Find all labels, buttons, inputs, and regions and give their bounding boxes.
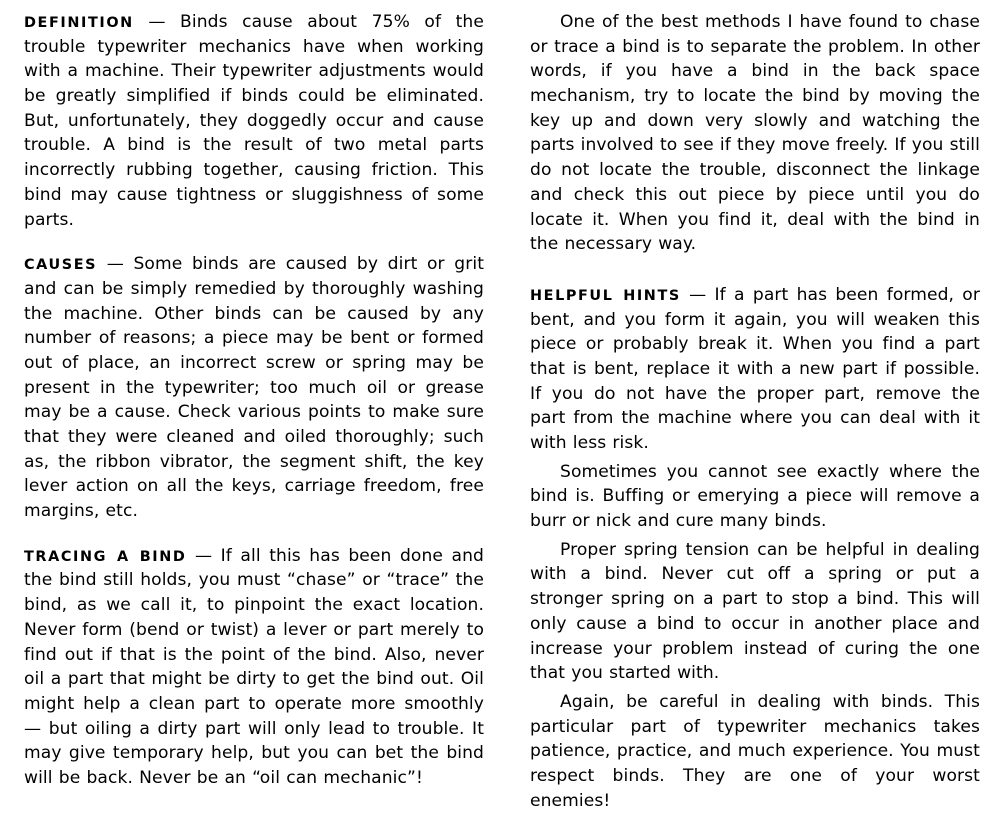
paragraph-buffing (530, 460, 980, 534)
paragraph-text-tracing-a-bind: If all this has been done and the bind still holds, you must “chase” or “trace” the bind, as we call it, to pinpoint the exact location. Never form (bend or twist) a lever or part merely to find out if that is the point of the bind. Also, never oil a part that might be dirty to get the bind out. Oil might help a clean part to operate more smoothly — but oiling a dirty part will only lead to trouble. It may give temporary help, but you can bet the bind will be back. Never be an “oil can mechanic”! (24, 545, 484, 788)
paragraph-text-causes: Some binds are caused by dirt or grit and can be simply remedied by thoroughly washing the machine. Other binds can be caused by any number of reasons; a piece may be bent or formed out of place, an incorrect screw or spring may be present in the typewriter; too much oil or grease may be a cause. Check various points to make sure that they were cleaned and oiled thoroughly; such as, the ribbon vibrator, the segment shift, the key lever action on all the keys, carriage freedom, free margins, etc. (24, 254, 484, 522)
column-spacer (530, 261, 980, 283)
paragraph-spring-tension (530, 538, 980, 686)
paragraph-tracing-a-bind (24, 544, 484, 791)
paragraph-text-definition: Binds cause about 75% of the trouble typewriter mechanics have when working with a machine. Their typewriter adjustments would be greatly simplified if binds could be eliminated. But, unfortunately, they doggedly occur and cause trouble. A bind is the result of two metal parts incorrectly rubbing together, causing friction. This bind may cause tightness or sluggishness of some parts. (24, 12, 484, 230)
paragraph-text-buffing: Sometimes you cannot see exactly where the bind is. Buffing or emerying a piece will remove a burr or nick and cure many binds. (530, 461, 980, 532)
paragraph-heading-causes: CAUSES (24, 257, 98, 274)
paragraph-heading-definition: DEFINITION (24, 15, 134, 31)
left-column (24, 10, 484, 802)
paragraph-text-helpful-hints: If a part has been formed, or bent, and you form it again, you will weaken this piece or probably break it. When you find a part that is bent, replace it with a new part if possible. If you do not have the proper part, remove the part from the machine where you can deal with it with less risk. (530, 284, 980, 453)
paragraph-causes (24, 252, 484, 524)
paragraph-text-spring-tension: Proper spring tension can be helpful in dealing with a bind. Never cut off a spring or put a stronger spring on a part to stop a bind. This will only cause a bind to occur in another place and increase your problem instead of curing the one that you started with. (530, 539, 980, 684)
paragraph-dash-definition: — (133, 12, 181, 32)
paragraph-be-careful (530, 690, 980, 813)
paragraph-chase-method (530, 10, 980, 257)
paragraph-definition (24, 10, 484, 232)
paragraph-helpful-hints (530, 283, 980, 456)
paragraph-heading-helpful-hints: HELPFUL HINTS (530, 287, 681, 304)
paragraph-dash-tracing-a-bind: — (186, 545, 221, 566)
paragraph-text-be-careful: Again, be careful in dealing with binds. This particular part of typewriter mechanics takes patience, practice, and much experience. You must respect binds. They are one of your worst enemies! (530, 691, 980, 811)
paragraph-text-chase-method: One of the best methods I have found to chase or trace a bind is to separate the problem. In other words, if you have a bind in the back space mechanism, try to locate the bind by moving the key up and down very slowly and watching the parts involved to see if they move freely. If you still do not locate the trouble, disconnect the linkage and check this out piece by piece until you do locate it. When you find it, deal with the bind in the necessary way. (530, 12, 980, 255)
right-column (520, 10, 980, 811)
paragraph-dash-causes: — (97, 254, 134, 275)
paragraph-dash-helpful-hints: — (680, 284, 715, 305)
paragraph-heading-tracing-a-bind: TRACING A BIND (24, 548, 187, 565)
